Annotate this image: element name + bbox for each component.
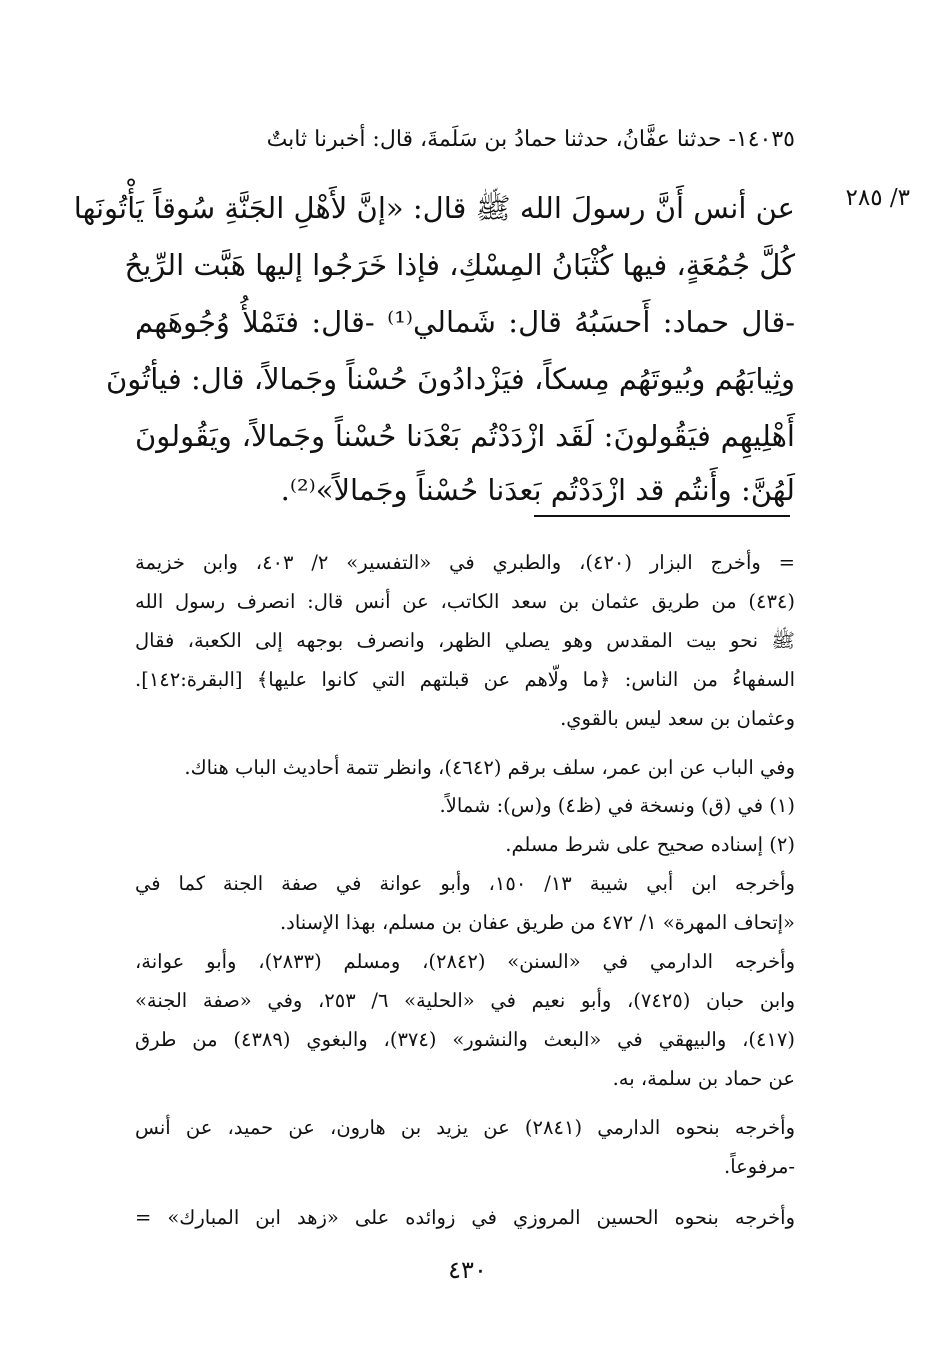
footnote-line: = وأخرج البزار (٤٢٠)، والطبري في «التفسير» ٢/ ٤٠٣، وابن خزيمة <box>135 551 795 574</box>
footnote-line: وفي الباب عن ابن عمر، سلف برقم (٤٦٤٢)، وانظر تتمة أحاديث الباب هناك. <box>184 756 795 779</box>
footnote-line: ﷺ نحو بيت المقدس وهو يصلي الظهر، وانصرف بوجهه إلى الكعبة، فقال <box>135 629 795 652</box>
page-number: ٤٣٠ <box>448 1256 487 1284</box>
footnote-line: عن حماد بن سلمة، به. <box>612 1067 795 1090</box>
footnote-line: وعثمان بن سعد ليس بالقوي. <box>560 707 795 730</box>
volume-page-reference: ٣/ ٢٨٥ <box>845 185 910 211</box>
hadith-text-line: أَهْلِيهِم فيَقُولونَ: لَقَد ازْدَدْتُم بَعْدَنا حُسْناً وجَمالاً، ويَقُولونَ <box>135 419 795 453</box>
hadith-text-line: -قال حماد: أَحسَبُهُ قال: شَمالي⁽¹⁾ -قال: فتَمْلأُ وُجُوهَهم <box>135 305 795 339</box>
footnote-line: (٤١٧)، والبيهقي في «البعث والنشور» (٣٧٤)، والبغوي (٤٣٨٩) من طرق <box>135 1028 795 1051</box>
footnote-line: وأخرجه الدارمي في «السنن» (٢٨٤٢)، ومسلم (٢٨٣٣)، وأبو عوانة، <box>135 950 795 973</box>
footnote-line: وأخرجه ابن أبي شيبة ١٣/ ١٥٠، وأبو عوانة في صفة الجنة كما في <box>135 872 795 895</box>
footnote-line: وأخرجه بنحوه الدارمي (٢٨٤١) عن يزيد بن هارون، عن حميد، عن أنس <box>135 1116 796 1139</box>
hadith-text-line: لَهُنَّ: وأَنتُم قد ازْدَدْتُم بَعدَنا حُسْناً وجَمالاً»⁽²⁾. <box>280 473 795 507</box>
hadith-text-line: وثِيابَهُم وبُيوتَهُم مِسكاً، فيَزْدادُونَ حُسْناً وجَمالاً، قال: فيأتُونَ <box>105 362 795 396</box>
footnote-line: السفهاءُ من الناس: ﴿ما ولّاهم عن قبلتهم التي كانوا عليها﴾ [البقرة:١٤٢]. <box>135 668 795 691</box>
footnote-line: -مرفوعاً. <box>724 1155 795 1178</box>
footnote-separator <box>534 515 790 517</box>
hadith-text-line: كُلَّ جُمُعَةٍ، فيها كُثْبَانُ المِسْكِ، فإذا خَرَجُوا إليها هَبَّت الرِّيحُ <box>124 248 795 282</box>
footnote-line: (٢) إسناده صحيح على شرط مسلم. <box>505 833 795 856</box>
footnote-line: «إتحاف المهرة» ١/ ٤٧٢ من طريق عفان بن مسلم، بهذا الإسناد. <box>279 911 795 934</box>
footnote-line: (٤٣٤) من طريق عثمان بن سعد الكاتب، عن أنس قال: انصرف رسول الله <box>135 590 795 613</box>
hadith-text-line: عن أنس أَنَّ رسولَ الله ﷺ قال: «إنَّ لأَهْلِ الجَنَّةِ سُوقاً يَأْتُونَها <box>73 191 795 225</box>
hadith-header: ١٤٠٣٥- حدثنا عفَّانُ، حدثنا حمادُ بن سَلَمةَ، قال: أخبرنا ثابتٌ <box>266 127 795 152</box>
footnote-line: وابن حبان (٧٤٢٥)، وأبو نعيم في «الحلية» ٦/ ٢٥٣، وفي «صفة الجنة» <box>135 989 795 1012</box>
footnote-line: وأخرجه بنحوه الحسين المروزي في زوائده على «زهد ابن المبارك» = <box>135 1206 795 1229</box>
footnote-line: (١) في (ق) ونسخة في (ظ٤) و(س): شمالاً. <box>439 794 795 817</box>
